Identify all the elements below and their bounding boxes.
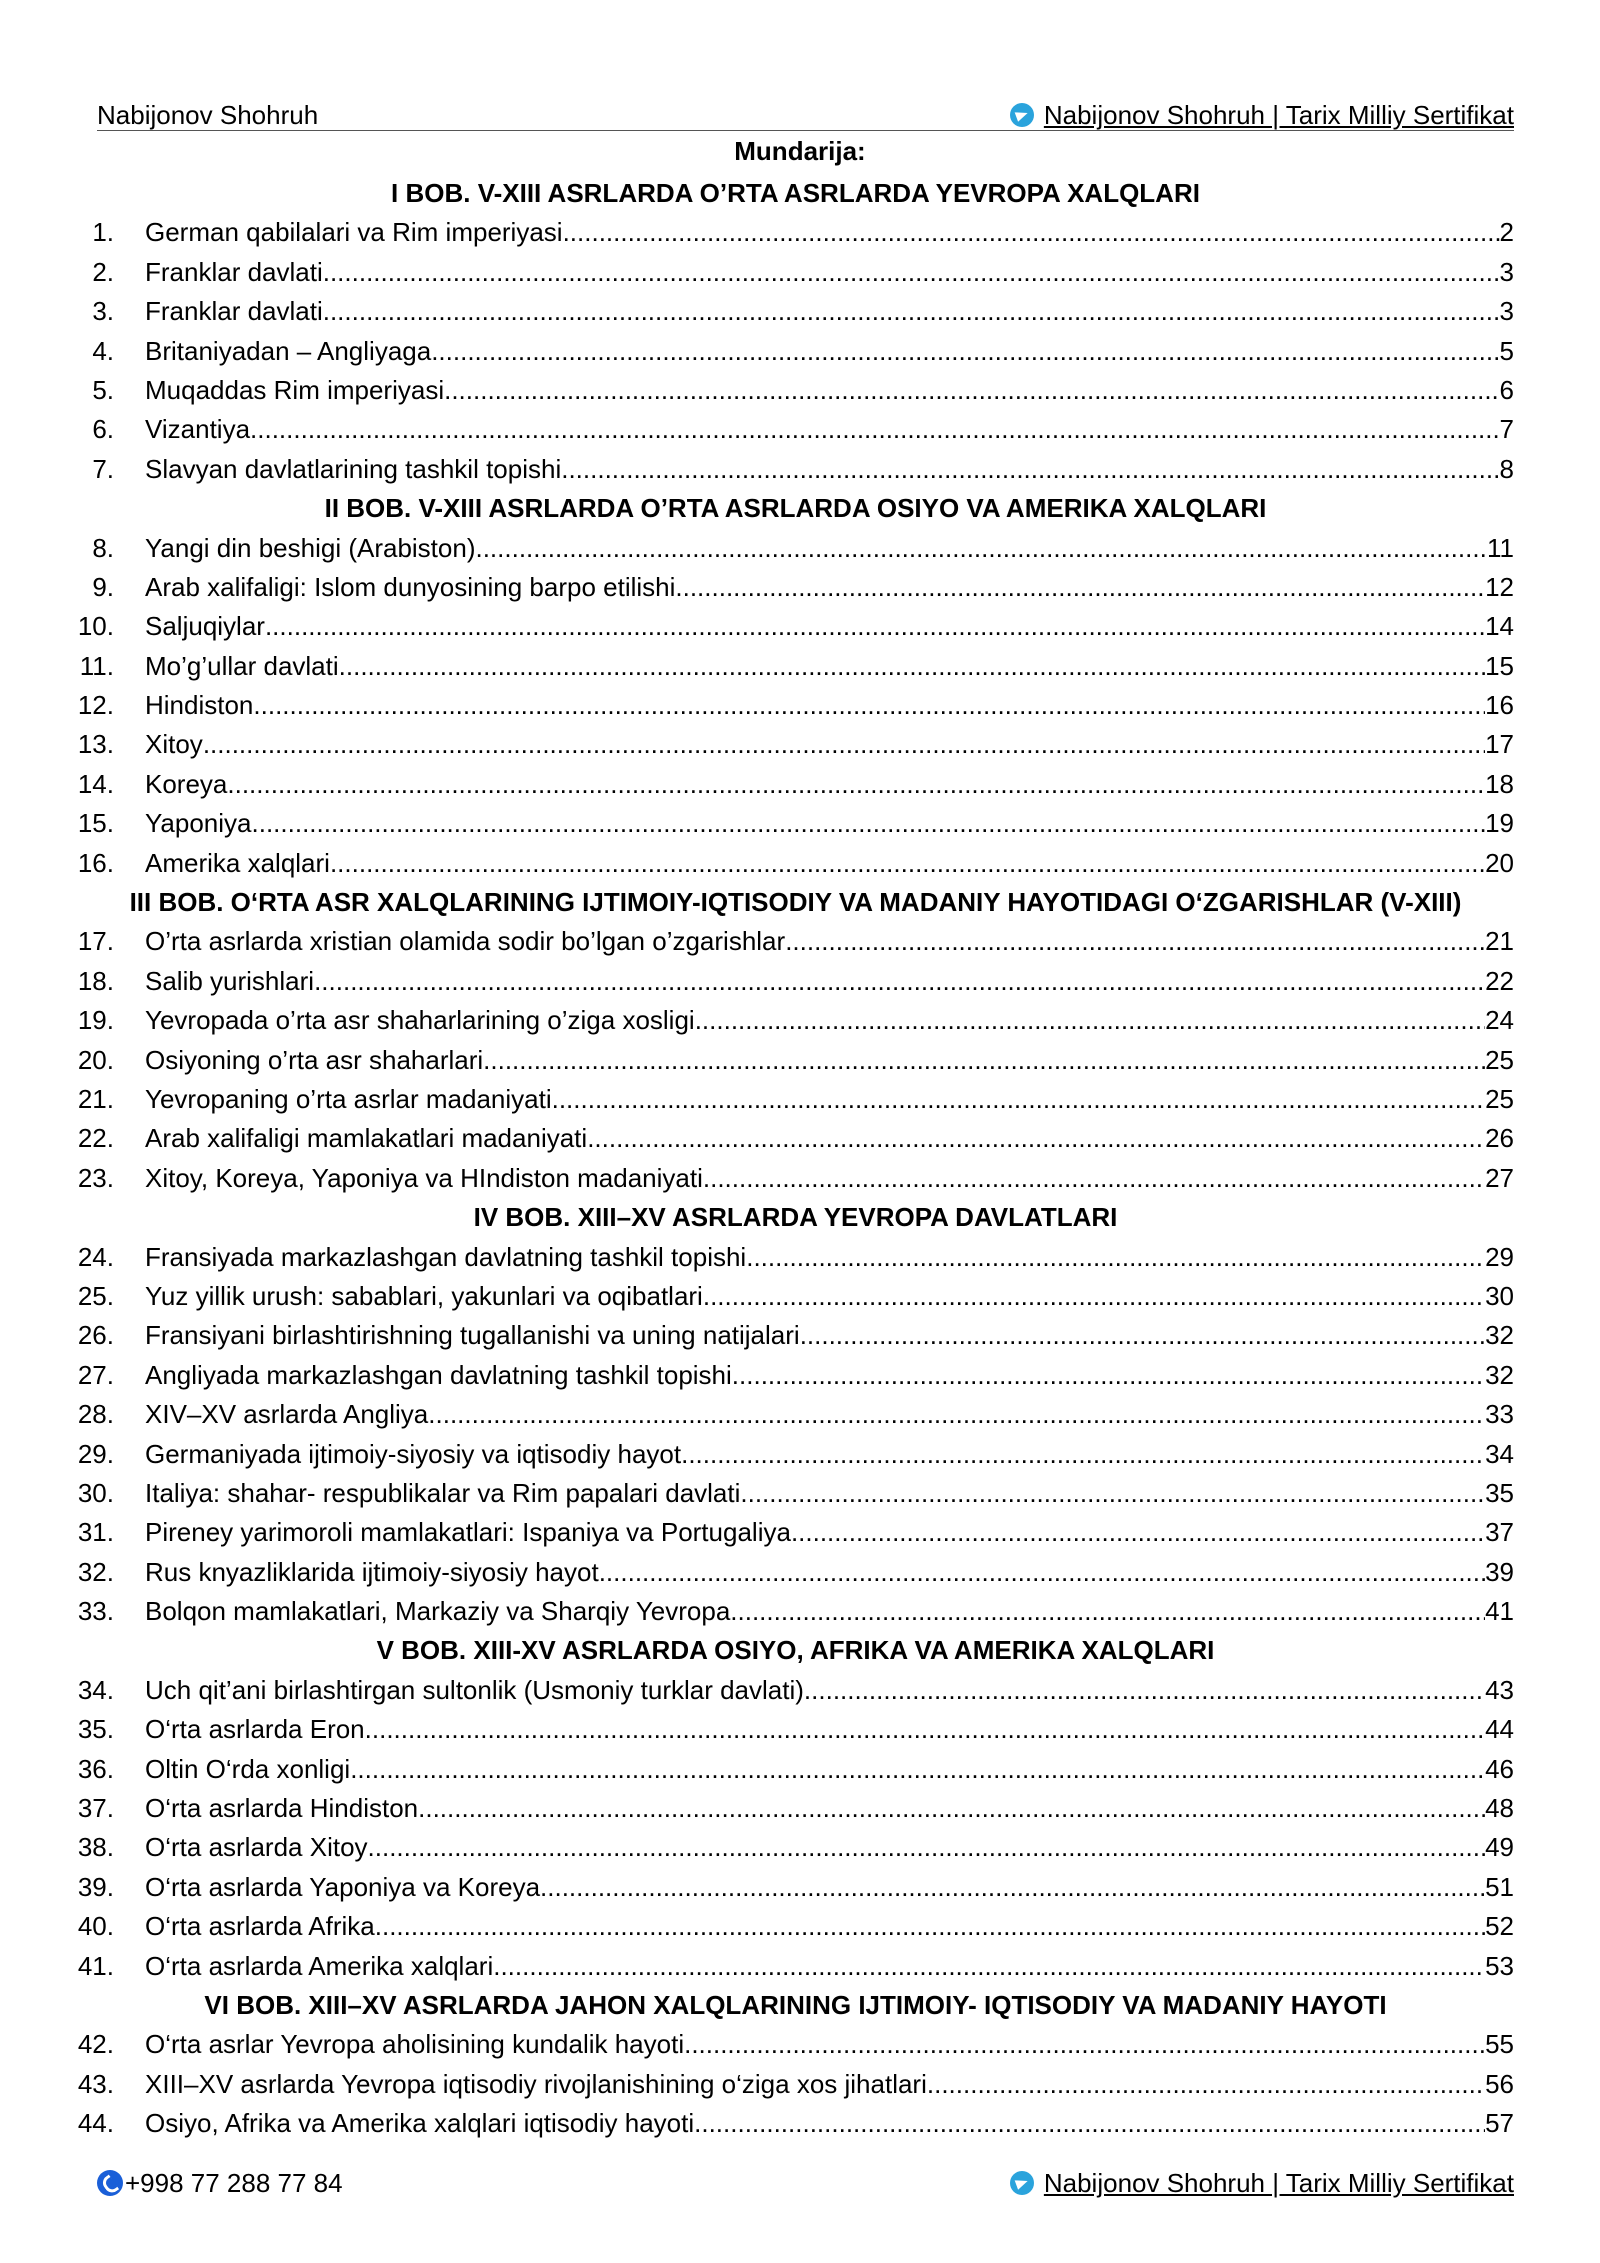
toc-entry-title: Xitoy — [145, 729, 203, 760]
toc-entry-number: 25. — [77, 1280, 114, 1311]
toc-dot-leader — [561, 450, 1499, 489]
toc-entry-page: 16 — [1485, 690, 1514, 721]
toc-entry[interactable] — [77, 962, 1514, 1001]
toc-dot-leader — [314, 962, 1485, 1001]
toc-entry-page: 2 — [1499, 217, 1514, 248]
toc-entry[interactable] — [77, 1907, 1514, 1946]
toc-entry-page: 51 — [1485, 1871, 1514, 1902]
toc-entry-page: 19 — [1485, 808, 1514, 839]
toc-entry-page: 3 — [1499, 256, 1514, 287]
toc-entry[interactable] — [77, 1435, 1514, 1474]
toc-entry-title: Bolqon mamlakatlari, Markaziy va Sharqiy Yevropa — [145, 1596, 731, 1627]
toc-entry[interactable] — [77, 1395, 1514, 1434]
toc-dot-leader — [375, 1907, 1485, 1946]
toc-entry[interactable] — [77, 2065, 1514, 2104]
toc-dot-leader — [323, 292, 1500, 331]
toc-entry-title: Osiyo, Afrika va Amerika xalqlari iqtisodiy hayoti — [145, 2108, 695, 2139]
toc-entry-title: XIII–XV asrlarda Yevropa iqtisodiy rivojlanishining o‘ziga xos jihatlari — [145, 2068, 927, 2099]
toc-entry-page: 52 — [1485, 1911, 1514, 1942]
toc-entry-number: 33. — [77, 1596, 114, 1627]
toc-entry-number: 22. — [77, 1123, 114, 1154]
toc-entry-page: 14 — [1485, 611, 1514, 642]
toc-entry-number: 24. — [77, 1241, 114, 1272]
chapter-heading: III BOB. O‘RTA ASR XALQLARINING IJTIMOIY-IQTISODIY VA MADANIY HAYOTIDAGI O‘ZGARISHLAR (V-XIII) — [129, 887, 1462, 918]
toc-entry-number: 6. — [92, 414, 114, 445]
toc-entry-number: 16. — [77, 847, 114, 878]
toc-entry[interactable] — [77, 1789, 1514, 1828]
toc-entry-title: Mo’g’ullar davlati — [145, 650, 339, 681]
page-footer — [97, 2163, 1514, 2203]
toc-dot-leader — [227, 765, 1485, 804]
toc-entry-number: 26. — [77, 1320, 114, 1351]
toc-entry[interactable] — [77, 1356, 1514, 1395]
toc-dot-leader — [323, 253, 1500, 292]
toc-entry-title: Vizantiya — [145, 414, 251, 445]
toc-entry-number: 42. — [77, 2029, 114, 2060]
toc-dot-leader — [350, 1750, 1485, 1789]
toc-dot-leader — [800, 1316, 1485, 1355]
toc-entry-page: 25 — [1485, 1083, 1514, 1114]
toc-entry-page: 26 — [1485, 1123, 1514, 1154]
header-telegram-link[interactable] — [1010, 100, 1514, 130]
toc-entry-number: 31. — [77, 1517, 114, 1548]
toc-entry-title: Hindiston — [145, 690, 254, 721]
toc-entry-page: 37 — [1485, 1517, 1514, 1548]
toc-entry-number: 44. — [77, 2108, 114, 2139]
toc-dot-leader — [444, 371, 1499, 410]
footer-telegram-text[interactable]: Nabijonov Shohruh | Tarix Milliy Sertifikat — [1043, 2168, 1514, 2198]
toc-entry[interactable] — [77, 1750, 1514, 1789]
toc-entry-number: 36. — [77, 1753, 114, 1784]
toc-entry-page: 6 — [1499, 374, 1514, 405]
toc-entry-title: O‘rta asrlarda Eron — [145, 1714, 365, 1745]
toc-entry-page: 32 — [1485, 1359, 1514, 1390]
toc-entry-title: Franklar davlati — [145, 296, 323, 327]
toc-entry[interactable] — [77, 1828, 1514, 1867]
footer-phone-number[interactable]: +998 77 288 77 84 — [125, 2167, 343, 2198]
toc-dot-leader — [493, 1947, 1485, 1986]
toc-entry[interactable] — [77, 1316, 1514, 1355]
toc-dot-leader — [563, 213, 1500, 252]
toc-dot-leader — [339, 647, 1485, 686]
telegram-icon — [1010, 2171, 1034, 2195]
toc-dot-leader — [368, 1828, 1486, 1867]
toc-entry-number: 41. — [77, 1950, 114, 1981]
toc-entry[interactable] — [77, 1947, 1514, 1986]
toc-entry[interactable] — [77, 450, 1514, 489]
toc-dot-leader — [428, 1395, 1485, 1434]
toc-entry-page: 43 — [1485, 1674, 1514, 1705]
toc-entry-number: 1. — [92, 217, 114, 248]
toc-entry-page: 15 — [1485, 650, 1514, 681]
toc-entry[interactable] — [77, 529, 1514, 568]
toc-entry[interactable] — [77, 844, 1514, 883]
toc-entry[interactable] — [77, 922, 1514, 961]
toc-entry-title: Yuz yillik urush: sabablari, yakunlari va oqibatlari — [145, 1280, 703, 1311]
toc-entry-number: 7. — [92, 453, 114, 484]
toc-entry[interactable] — [77, 1592, 1514, 1631]
toc-entry-title: XIV–XV asrlarda Angliya — [145, 1399, 429, 1430]
toc-entry[interactable] — [77, 1474, 1514, 1513]
toc-entry-page: 8 — [1499, 453, 1514, 484]
toc-dot-leader — [587, 1119, 1485, 1158]
toc-dot-leader — [695, 1001, 1485, 1040]
toc-dot-leader — [804, 1671, 1485, 1710]
toc-entry-title: Yangi din beshigi (Arabiston) — [145, 532, 476, 563]
toc-entry-page: 22 — [1485, 965, 1514, 996]
toc-entry-page: 5 — [1499, 335, 1514, 366]
toc-entry-number: 20. — [77, 1044, 114, 1075]
toc-entry-title: Angliyada markazlashgan davlatning tashkil topishi — [145, 1359, 732, 1390]
toc-entry-page: 39 — [1485, 1556, 1514, 1587]
toc-dot-leader — [253, 686, 1485, 725]
toc-entry[interactable] — [77, 292, 1514, 331]
chapter-heading: VI BOB. XIII–XV ASRLARDA JAHON XALQLARINING IJTIMOIY- IQTISODIY VA MADANIY HAYOTI — [204, 1989, 1387, 2020]
toc-entry[interactable] — [77, 1277, 1514, 1316]
toc-entry-page: 48 — [1485, 1793, 1514, 1824]
toc-entry-number: 32. — [77, 1556, 114, 1587]
toc-entry-page: 17 — [1485, 729, 1514, 760]
toc-dot-leader — [265, 607, 1485, 646]
toc-entry[interactable] — [77, 1671, 1514, 1710]
toc-entry-page: 35 — [1485, 1477, 1514, 1508]
toc-entry-title: Fransiyani birlashtirishning tugallanishi va uning natijalari — [145, 1320, 800, 1351]
toc-entry-number: 21. — [77, 1083, 114, 1114]
toc-entry-number: 3. — [92, 296, 114, 327]
toc-dot-leader — [552, 1080, 1485, 1119]
toc-entry-page: 53 — [1485, 1950, 1514, 1981]
toc-entry[interactable] — [77, 1513, 1514, 1552]
toc-entry[interactable] — [77, 804, 1514, 843]
toc-entry-number: 28. — [77, 1399, 114, 1430]
toc-entry-title: Franklar davlati — [145, 256, 323, 287]
toc-entry-page: 21 — [1485, 926, 1514, 957]
toc-entry-number: 15. — [77, 808, 114, 839]
toc-entry-number: 5. — [92, 374, 114, 405]
toc-dot-leader — [684, 2025, 1485, 2064]
toc-entry-page: 49 — [1485, 1832, 1514, 1863]
toc-entry-title: Koreya — [145, 768, 228, 799]
toc-dot-leader — [694, 2104, 1485, 2143]
toc-entry[interactable] — [77, 371, 1514, 410]
toc-entry-title: Yevropada o’rta asr shaharlarining o’ziga xosligi — [145, 1005, 695, 1036]
footer-phone[interactable] — [97, 2168, 343, 2199]
toc-dot-leader — [675, 568, 1485, 607]
toc-entry[interactable] — [77, 253, 1514, 292]
toc-entry-number: 27. — [77, 1359, 114, 1390]
page-header — [97, 96, 1514, 131]
header-author-name: Nabijonov Shohruh — [97, 100, 319, 130]
toc-dot-leader — [483, 1041, 1485, 1080]
toc-entry-title: Xitoy, Koreya, Yaponiya va HIndiston madaniyati — [145, 1162, 703, 1193]
toc-entry-number: 12. — [77, 690, 114, 721]
toc-dot-leader — [703, 1277, 1485, 1316]
toc-entry-page: 56 — [1485, 2068, 1514, 2099]
toc-dot-leader — [540, 1868, 1485, 1907]
toc-entry-number: 30. — [77, 1477, 114, 1508]
toc-entry[interactable] — [77, 765, 1514, 804]
toc-entry-number: 8. — [92, 532, 114, 563]
toc-entry-page: 34 — [1485, 1438, 1514, 1469]
chapter-heading: IV BOB. XIII–XV ASRLARDA YEVROPA DAVLATLARI — [473, 1202, 1118, 1233]
toc-entry-page: 25 — [1485, 1044, 1514, 1075]
toc-dot-leader — [252, 804, 1486, 843]
toc-entry[interactable] — [77, 725, 1514, 764]
toc-entry-page: 7 — [1499, 414, 1514, 445]
toc-entry-title: O‘rta asrlarda Yaponiya va Koreya — [145, 1871, 541, 1902]
toc-entry[interactable] — [77, 1868, 1514, 1907]
toc-entry-page: 3 — [1499, 296, 1514, 327]
toc-entry-number: 43. — [77, 2068, 114, 2099]
toc-entry-title: Britaniyadan – Angliyaga — [145, 335, 432, 366]
telegram-icon — [1010, 103, 1034, 127]
toc-entry-title: Osiyoning o’rta asr shaharlari — [145, 1044, 484, 1075]
toc-dot-leader — [730, 1592, 1485, 1631]
toc-entry-title: O‘rta asrlarda Afrika — [145, 1911, 375, 1942]
toc-entry-title: Yevropaning o’rta asrlar madaniyati — [145, 1083, 552, 1114]
toc-entry[interactable] — [77, 2104, 1514, 2143]
toc-dot-leader — [250, 410, 1500, 449]
toc-entry[interactable] — [77, 647, 1514, 686]
toc-dot-leader — [330, 844, 1485, 883]
toc-entry-number: 11. — [79, 650, 114, 681]
toc-dot-leader — [365, 1710, 1485, 1749]
toc-dot-leader — [927, 2065, 1485, 2104]
toc-entry-number: 18. — [77, 965, 114, 996]
toc-entry[interactable] — [77, 686, 1514, 725]
toc-entry-number: 23. — [77, 1162, 114, 1193]
toc-entry[interactable] — [77, 213, 1514, 252]
toc-entry-title: Yaponiya — [145, 808, 252, 839]
toc-title: Mundarija: — [734, 136, 866, 166]
toc-entry-page: 20 — [1485, 847, 1514, 878]
toc-entry[interactable] — [77, 1710, 1514, 1749]
toc-entry-title: Oltin O‘rda xonligi — [145, 1753, 351, 1784]
toc-dot-leader — [746, 1238, 1485, 1277]
toc-entry-title: O‘rta asrlar Yevropa aholisining kundalik hayoti — [145, 2029, 685, 2060]
toc-entry-page: 11 — [1487, 532, 1514, 563]
toc-entry-page: 44 — [1485, 1714, 1514, 1745]
toc-entry-page: 55 — [1485, 2029, 1514, 2060]
toc-entry-number: 10. — [77, 611, 114, 642]
toc-entry-number: 38. — [77, 1832, 114, 1863]
toc-entry-title: Pireney yarimoroli mamlakatlari: Ispaniya va Portugaliya — [145, 1517, 791, 1548]
toc-entry-number: 40. — [77, 1911, 114, 1942]
toc-entry-title: Italiya: shahar- respublikalar va Rim papalari davlati — [145, 1477, 741, 1508]
toc-entry-number: 4. — [92, 335, 114, 366]
toc-entry[interactable] — [77, 1238, 1514, 1277]
toc-entry-title: Saljuqiylar — [145, 611, 265, 642]
toc-entry-title: Germaniyada ijtimoiy-siyosiy va iqtisodiy hayot — [145, 1438, 682, 1469]
toc-entry[interactable] — [77, 1001, 1514, 1040]
toc-entry-number: 14. — [77, 768, 114, 799]
toc-entry-page: 24 — [1485, 1005, 1514, 1036]
toc-entry-number: 9. — [92, 571, 114, 602]
toc-entry-title: Arab xalifaligi: Islom dunyosining barpo etilishi — [145, 571, 676, 602]
toc-dot-leader — [475, 529, 1487, 568]
toc-entry[interactable] — [77, 410, 1514, 449]
toc-entry[interactable] — [77, 2025, 1514, 2064]
toc-entry-title: O‘rta asrlarda Hindiston — [145, 1793, 419, 1824]
toc-entry-page: 18 — [1485, 768, 1514, 799]
toc-entry-number: 35. — [77, 1714, 114, 1745]
toc-dot-leader — [732, 1356, 1485, 1395]
toc-entry[interactable] — [77, 1041, 1514, 1080]
toc-entry-number: 17. — [77, 926, 114, 957]
toc-entry-number: 39. — [77, 1871, 114, 1902]
chapter-heading: V BOB. XIII-XV ASRLARDA OSIYO, AFRIKA VA AMERIKA XALQLARI — [376, 1635, 1215, 1666]
toc-dot-leader — [785, 922, 1485, 961]
toc-entry-page: 41 — [1485, 1596, 1514, 1627]
toc-entry-title: German qabilalari va Rim imperiyasi — [145, 217, 563, 248]
toc-entry-number: 37. — [77, 1793, 114, 1824]
chapter-heading: I BOB. V-XIII ASRLARDA O’RTA ASRLARDA YEVROPA XALQLARI — [391, 178, 1200, 208]
toc-entry[interactable] — [77, 1119, 1514, 1158]
toc-entry-page: 30 — [1485, 1280, 1514, 1311]
toc-entry-number: 13. — [77, 729, 114, 760]
toc-dot-leader — [431, 332, 1499, 371]
toc-entry-number: 19. — [77, 1005, 114, 1036]
toc-entry-title: Slavyan davlatlarining tashkil topishi — [145, 453, 562, 484]
header-telegram-text[interactable]: Nabijonov Shohruh | Tarix Milliy Sertifikat — [1043, 100, 1514, 130]
toc-entry-title: Muqaddas Rim imperiyasi — [145, 374, 445, 405]
toc-dot-leader — [418, 1789, 1485, 1828]
toc-entry[interactable] — [77, 1553, 1514, 1592]
chapter-heading: II BOB. V-XIII ASRLARDA O’RTA ASRLARDA OSIYO VA AMERIKA XALQLARI — [324, 493, 1267, 524]
toc-entry-number: 34. — [77, 1674, 114, 1705]
phone-icon — [97, 2170, 123, 2196]
toc-entry[interactable] — [77, 1159, 1514, 1198]
toc-entry-title: Rus knyazliklarida ijtimoiy-siyosiy hayot — [145, 1556, 599, 1587]
toc-entry-title: Arab xalifaligi mamlakatlari madaniyati — [145, 1123, 588, 1154]
toc-entry-page: 29 — [1485, 1241, 1514, 1272]
toc-entry[interactable] — [77, 1080, 1514, 1119]
toc-entry-title: Salib yurishlari — [145, 965, 315, 996]
toc-entry-title: O‘rta asrlarda Amerika xalqlari — [145, 1950, 494, 1981]
toc-entry-title: Uch qit’ani birlashtirgan sultonlik (Usmoniy turklar davlati) — [145, 1674, 804, 1705]
toc-entry-number: 29. — [77, 1438, 114, 1469]
toc-entry-page: 46 — [1485, 1753, 1514, 1784]
toc-dot-leader — [740, 1474, 1485, 1513]
toc-dot-leader — [791, 1513, 1485, 1552]
toc-entry-page: 32 — [1485, 1320, 1514, 1351]
toc-dot-leader — [599, 1553, 1485, 1592]
toc-entry-page: 57 — [1485, 2108, 1514, 2139]
toc-entry-page: 27 — [1485, 1162, 1514, 1193]
toc-entry-title: O‘rta asrlarda Xitoy — [145, 1832, 368, 1863]
toc-entry[interactable] — [77, 332, 1514, 371]
toc-dot-leader — [703, 1159, 1485, 1198]
toc-dot-leader — [203, 725, 1485, 764]
footer-telegram-link[interactable] — [1010, 2168, 1514, 2198]
toc-entry[interactable] — [77, 568, 1514, 607]
toc-entry-title: O’rta asrlarda xristian olamida sodir bo’lgan o’zgarishlar — [145, 926, 786, 957]
toc-entry-title: Amerika xalqlari — [145, 847, 330, 878]
toc-dot-leader — [681, 1435, 1485, 1474]
toc-entry-number: 2. — [92, 256, 114, 287]
toc-entry-page: 33 — [1485, 1399, 1514, 1430]
toc-entry-title: Fransiyada markazlashgan davlatning tashkil topishi — [145, 1241, 747, 1272]
toc-entry[interactable] — [77, 607, 1514, 646]
table-of-contents — [77, 174, 1514, 2144]
toc-entry-page: 12 — [1485, 571, 1514, 602]
